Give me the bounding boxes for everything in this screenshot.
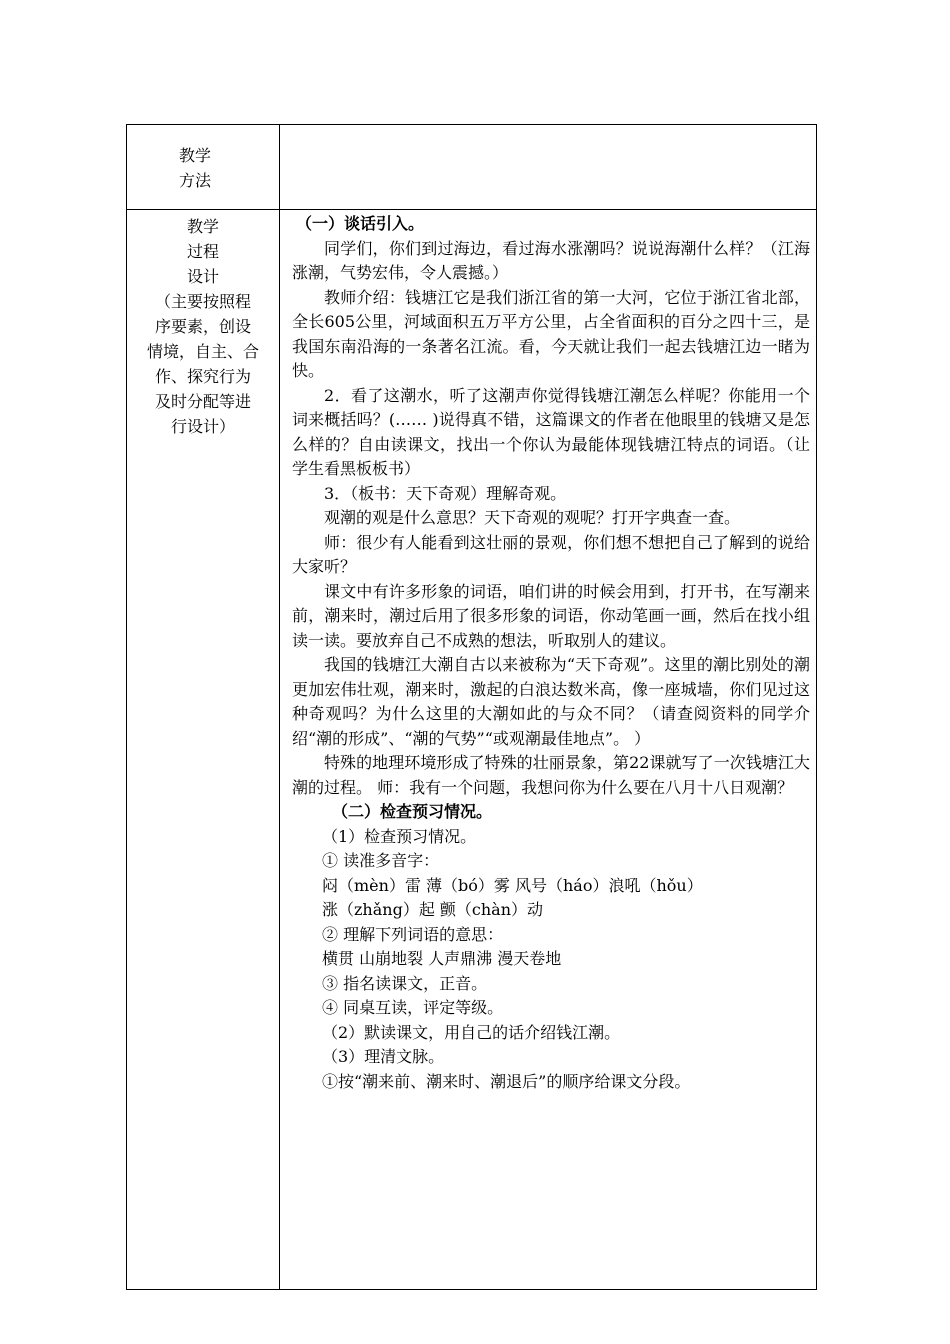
teaching-method-label-line: 方法 <box>178 171 211 190</box>
teaching-method-label-line: 教学 <box>178 146 211 165</box>
paragraph: 师：很少有人能看到这壮丽的景观，你们想不想把自己了解到的说给大家听？ <box>292 532 810 576</box>
paragraph: 同学们，你们到过海边，看过海水涨潮吗？说说海潮什么样？（江海涨潮，气势宏伟，令人震撼。） <box>292 238 810 282</box>
process-label-note: 情境，自主、合 <box>146 342 259 361</box>
process-label-note: 及时分配等进 <box>154 392 251 411</box>
process-label-note: 序要素，创设 <box>154 317 251 336</box>
teaching-method-content <box>280 125 816 127</box>
paragraph: 我国的钱塘江大潮自古以来被称为“天下奇观”。这里的潮比别处的潮更加宏伟壮观，潮来时，激起的白浪达数米高，像一座城墙，你们见过这种奇观吗？为什么这里的大潮如此的与众不同？（请查阅资料的同学介绍“潮的形成”、“潮的气势”“或观潮最佳地点”。 ） <box>292 655 810 748</box>
list-item: 闷（mèn）雷 薄（bó）雾 风号（háo）浪吼（hǒu） <box>322 875 703 895</box>
paragraph: 3．（板书：天下奇观）理解奇观。 <box>324 483 567 503</box>
paragraph: 2．看了这潮水，听了这潮声你觉得钱塘江潮怎么样呢？你能用一个词来概括吗？(…… )说得真不错，这篇课文的作者在他眼里的钱塘又是怎么样的？自由读课文，找出一个你认为最能体现钱塘江特点的词语。（让学生看黑板板书） <box>292 385 810 478</box>
teaching-process-content <box>280 210 816 1094</box>
list-item: ③ 指名读课文，正音。 <box>322 973 488 993</box>
paragraph: 观潮的观是什么意思？天下奇观的观呢？打开字典查一查。 <box>324 508 741 527</box>
process-label-line: 设计 <box>186 267 219 286</box>
teaching-method-content-cell <box>280 125 817 210</box>
lesson-plan-table <box>126 124 817 1290</box>
list-item: （1）检查预习情况。 <box>322 826 477 846</box>
list-item: （3）理清文脉。 <box>322 1047 445 1066</box>
list-item: 横贯 山崩地裂 人声鼎沸 漫天卷地 <box>322 949 562 968</box>
teaching-process-row <box>127 210 817 1290</box>
section-heading-intro: （一）谈话引入。 <box>296 214 425 233</box>
paragraph: 教师介绍：钱塘江它是我们浙江省的第一大河，它位于浙江省北部，全长605公里，河域面积五万平方公里，占全省面积的百分之四十三，是我国东南沿海的一条著名江流。看，今天就让我们一起去钱塘江边一睹为快。 <box>292 287 810 380</box>
list-item: ① 读准多音字： <box>322 851 440 870</box>
process-label-note: 行设计） <box>170 417 235 436</box>
section-heading-preview: （二）检查预习情况。 <box>332 802 493 821</box>
list-item: ④ 同桌互读，评定等级。 <box>322 998 504 1017</box>
list-item: 涨（zhǎng）起 颤（chàn）动 <box>322 900 544 919</box>
list-item: ② 理解下列词语的意思： <box>322 924 504 944</box>
process-label-line: 过程 <box>186 242 219 261</box>
teaching-process-content-cell <box>280 210 817 1290</box>
list-item: ①按“潮来前、潮来时、潮退后”的顺序给课文分段。 <box>322 1071 691 1091</box>
process-label-note: 作、探究行为 <box>154 367 251 386</box>
teaching-process-label-cell <box>127 210 280 1290</box>
paragraph: 课文中有许多形象的词语，咱们讲的时候会用到，打开书，在写潮来前，潮来时，潮过后用了很多形象的词语，你动笔画一画，然后在找小组读一读。要放弃自己不成熟的想法，听取别人的建议。 <box>292 581 810 650</box>
list-item: （2）默读课文，用自己的话介绍钱江潮。 <box>322 1022 621 1042</box>
process-label-line: 教学 <box>186 217 219 236</box>
paragraph: 特殊的地理环境形成了特殊的壮丽景象，第22课就写了一次钱塘江大潮的过程。 师：我有一个问题，我想问你为什么要在八月十八日观潮？ <box>292 753 810 797</box>
teaching-method-label-cell <box>127 125 280 210</box>
teaching-method-row <box>127 125 817 210</box>
process-label-note: （主要按照程 <box>154 292 251 311</box>
